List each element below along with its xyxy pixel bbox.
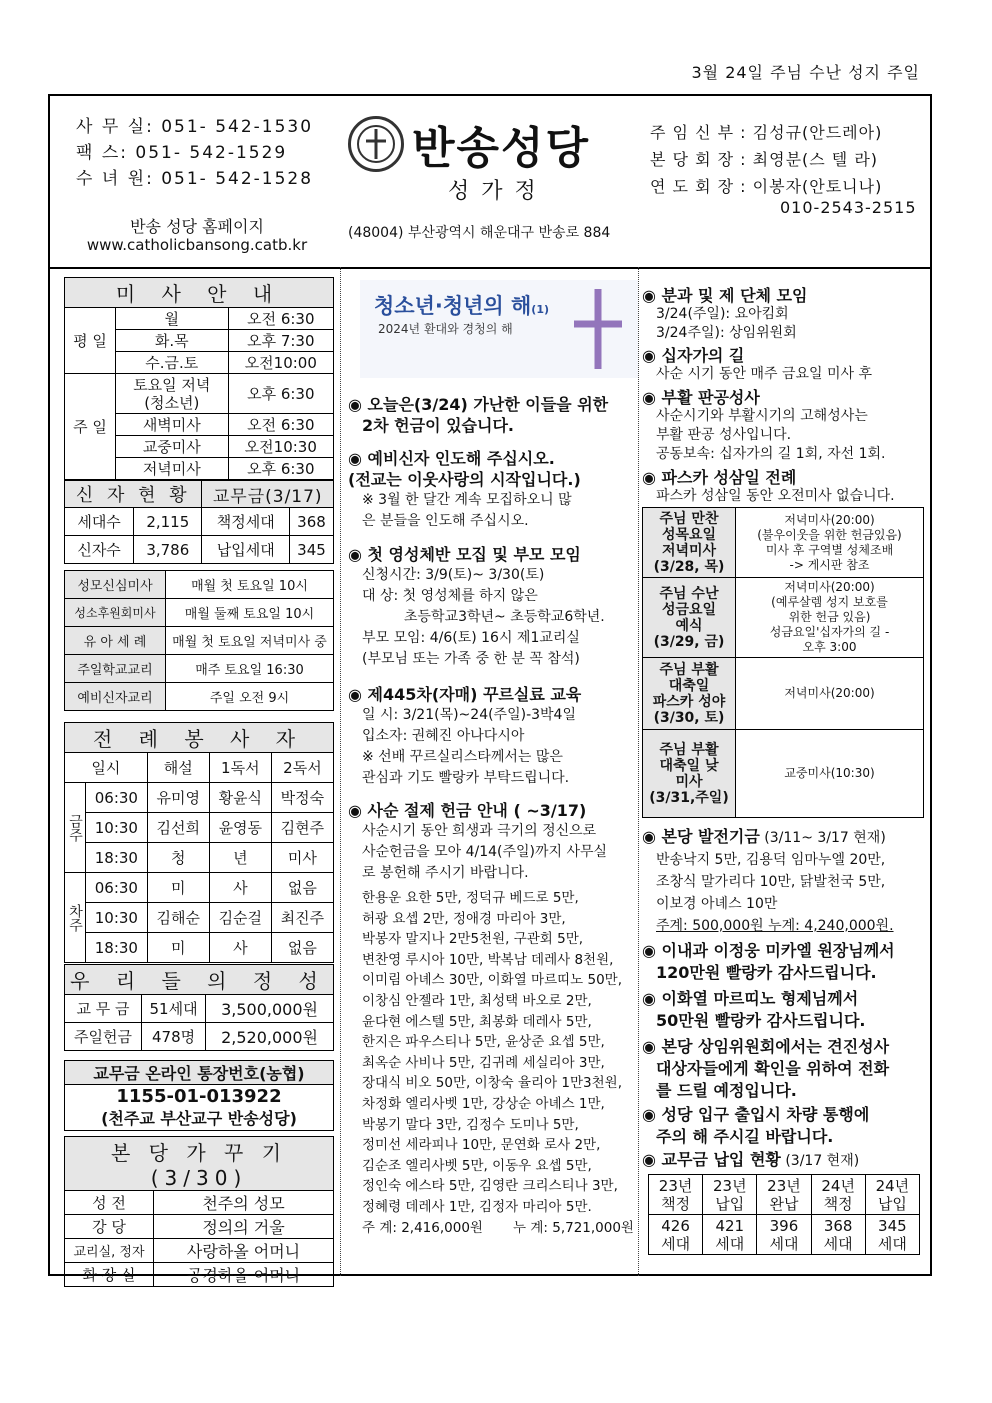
account-holder: (천주교 부산교구 반송성당) <box>101 1108 297 1128</box>
church-emblem-icon <box>348 116 404 172</box>
believers-table: 신 자 현 황 교무금(3/17) 세대수 2,115 책정세대 368 신자수 3,786 납입세대 345 <box>64 480 334 564</box>
notice-parking: ◉ 성당 입구 출입시 차량 통행에 주의 해 주시길 바랍니다. <box>642 1105 870 1146</box>
offering-table: 우 리 들 의 정 성 교 무 금 51세대 3,500,000원 주일헌금 478명 2,520,000원 <box>64 964 334 1051</box>
mass-title: 미 사 안 내 <box>65 278 334 308</box>
youth-year-poster <box>360 280 638 378</box>
notice-stations: ◉ 십자가의 길 사순 시기 동안 매주 금요일 미사 후 <box>642 346 873 382</box>
church-logo <box>348 112 618 212</box>
notice-dev-fund: ◉ 본당 발전기금 (3/11~ 3/17 현재) 반송낙지 5만, 김용덕 임마누엘 20만, 조창식 말가리다 10만, 닭발천국 5만, 이보경 아녜스 10만 주계: 500,000원 누계: 4,240,000원. <box>642 827 894 934</box>
dues-status-table: 23년 책정 23년 납입 23년 완납 24년 책정 24년 납입 426 세대 421 세대 396 세대 368 세대 345 세대 <box>648 1174 920 1255</box>
donor-line: 한용운 요한 5만, 정덕규 베드로 5만, <box>362 890 579 906</box>
homepage-label: 반송 성당 홈페이지 <box>130 217 264 236</box>
donor-list <box>348 888 636 1218</box>
staff-phone: 010-2543-2515 <box>780 198 917 217</box>
contact-fax: 팩 스: 051- 542-1529 <box>76 143 288 163</box>
bulletin-date: 3월 24일 주님 수난 성지 주일 <box>691 63 920 82</box>
church-address: (48004) 부산광역시 해운대구 반송로 884 <box>348 225 611 241</box>
notice-catechumen: ◉ 예비신자 인도해 주십시오. (전교는 이웃사랑의 시작입니다.) ※ 3월 한 달간 계속 모집하오니 많 은 분들을 인도해 주십시오. <box>348 449 581 529</box>
staff-pastor: 주 임 신 부 : 김성규(안드레아) <box>650 123 883 142</box>
donor-line: 장대식 비오 50만, 이창숙 율리아 1만3천원, <box>362 1075 623 1092</box>
donor-line: 정미선 세라피나 10만, 문연화 로사 2만, <box>362 1137 601 1154</box>
column-divider-right <box>638 267 639 1276</box>
donor-line: 정인숙 에스타 5만, 김영란 크리스티나 3만, <box>362 1178 618 1195</box>
notice-confirmation: ◉ 본당 상임위원회에서는 견진성사 대상자들에게 확인을 위하여 전화 를 드릴 예정입니다. <box>642 1037 890 1100</box>
dues-status-heading: ◉ 교무금 납입 현황 (3/17 현재) <box>642 1150 860 1169</box>
donor-line: 김순조 엘리사벳 5만, 이동우 요셉 5만, <box>362 1157 592 1174</box>
notice-lent-offering: ◉ 사순 절제 헌금 안내 ( ~3/17) 사순시기 동안 희생과 극기의 정신으로 사순헌금을 모아 4/14(주일)까지 사무실 로 봉헌해 주시기 바랍니다. 한용운 요한 5만, 정덕규 베드로 5만, 허광 요셉 2만, 정애경 마리아 3만, 박봉자 말지나 2만5천원, 구관회 5만, 변찬영 루시아 10만, 박복남 데레사 8천원, 이미림 아녜스 30만, 이화열 마르띠노 50만, 이창심 안젤라 1만, 최성택 바오로 2만, 윤다현 에스텔 5만, 최봉화 데레사 5만, 한지은 파우스티나 5만, 윤상준 요셉 5만, 최옥순 사비나 5만, 김귀례 세실리아 3만, 장대식 비오 50만, 이창숙 율리아 1만3천원, 차정화 엘리사벳 1만, 강상순 아녜스 1만, 박봉기 말다 3만, 김정수 도미나 5만, 정미선 세라피나 10만, 문연화 로사 2만, 김순조 엘리사벳 5만, 이동우 요셉 5만, 정인숙 에스타 5만, 김영란 크리스티나 3만, 정혜령 데레사 1만, 김정자 마리아 5만. 주 계: 2,416,000원 누 계: 5,721,000원 <box>348 800 636 1239</box>
header-divider <box>48 267 932 269</box>
donor-line: 허광 요셉 2만, 정애경 마리아 3만, <box>362 910 566 927</box>
notice-cursillo: ◉ 제445차(자매) 꾸르실료 교육 일 시: 3/21(목)~24(주일)-3박4일 입소자: 권혜진 아나다시아 ※ 선배 꾸르실리스타께서는 많은 관심과 기도 빨랑카 부탁드립니다. <box>348 685 582 786</box>
next-week-label: 차주 <box>65 873 86 963</box>
sunday-label: 주 일 <box>65 374 116 480</box>
donor-line: 이미림 아녜스 30만, 이화열 마르띠노 50만, <box>362 972 623 989</box>
donor-line: 윤다현 에스텔 5만, 최봉화 데레사 5만, <box>362 1013 592 1030</box>
church-name: 반송성당 <box>412 123 591 174</box>
cross-icon <box>560 284 630 374</box>
staff-president: 본 당 회 장 : 최영분(스 텔 라) <box>650 150 879 169</box>
notice-confession: ◉ 부활 판공성사 사순시기와 부활시기의 고해성사는 부활 판공 성사입니다. 공동보속: 십자가의 길 1회, 자선 1회. <box>642 388 886 462</box>
notice-triduum: ◉ 파스카 성삼일 전례 파스카 성삼일 동안 오전미사 없습니다. <box>642 468 895 504</box>
column-divider-left <box>340 267 341 1276</box>
staff-regional: 연 도 회 장 : 이봉자(안토니나) <box>650 177 883 196</box>
account-table: 교무금 온라인 통장번호(농협) 1155-01-013922 (천주교 부산교구 반송성당) <box>64 1060 334 1131</box>
notice-thanks-1: ◉ 이내과 이정웅 미카엘 원장님께서 120만원 빨랑카 감사드립니다. <box>642 941 895 982</box>
liturgy-servers-table: 전 례 봉 사 자 일시 해설 1독서 2독서 금주 06:30 유미영 황윤식 박정숙 10:30 김선희 윤영동 김현주 18:30 청 년 미사 차주 06:30 미 사 없음 10:30 김해순 김순걸 최진주 18:30 미 사 없음 <box>64 722 334 963</box>
notice-first-communion: ◉ 첫 영성체반 모집 및 부모 모임 신청시간: 3/9(토)~ 3/30(토) 대 상: 첫 영성체를 하지 않은 초등학교3학년~ 초등학교6학년. 부모 모임: 4/6(토) 16시 제1교리실 (부모님 또는 가족 중 한 분 꼭 참석) <box>348 545 605 667</box>
donor-line: 정혜령 데레사 1만, 김정자 마리아 5만. <box>362 1198 592 1215</box>
lent-totals: 주 계: 2,416,000원 누 계: 5,721,000원 <box>362 1219 634 1236</box>
poster-title: 청소년·청년의 해(1) <box>374 294 550 318</box>
notice-groups: ◉ 분과 및 제 단체 모임 3/24(주일): 요아킴회 3/24주일): 상임위원회 <box>642 286 808 341</box>
donor-line: 차정화 엘리사벳 1만, 강상순 아녜스 1만, <box>362 1095 605 1112</box>
poster-subtitle: 2024년 환대와 경청의 해 <box>378 322 513 336</box>
account-number: 1155-01-013922 <box>116 1085 282 1107</box>
homepage-url[interactable]: www.catholicbansong.catb.kr <box>86 236 308 254</box>
donor-line: 변찬영 루시아 10만, 박복남 데레사 8천원, <box>362 951 614 968</box>
donor-line: 박봉기 말다 3만, 김정수 도미나 5만, <box>362 1116 579 1133</box>
schedule-table: 성모신심미사 매월 첫 토요일 10시 성소후원회미사 매월 둘째 토요일 10시 유 아 세 례 매월 첫 토요일 저녁미사 중 주일학교교리 매주 토요일 16:30 예비신자교리 주일 오전 9시 <box>64 570 334 711</box>
contact-convent: 수 녀 원: 051- 542-1528 <box>76 169 314 189</box>
cleaning-table: 본 당 가 꾸 기 (3/30) 성 전 천주의 성모 강 당 정의의 거울 교리실, 정자 사랑하올 어머니 화 장 실 공경하올 어머니 <box>64 1136 334 1287</box>
contact-office: 사 무 실: 051- 542-1530 <box>76 117 314 137</box>
triduum-table: 주님 만찬 성목요일 저녁미사 (3/28, 목) 저녁미사(20:00) (불우이웃을 위한 헌금있음) 미사 후 구역별 성체조배 -> 게시판 참조 주님 수난 성금요일 예식 (3/29, 금) 저녁미사(20:00) (예루살렘 성지 보호를 위한 헌금 있음) 성금요일'십자가의 길 - 오후 3:00 주님 부활 대축일 파스카 성야 (3/30, 토) 저녁미사(20:00) 주님 부활 대축일 낮 미사 (3/31,주일) 교중미사(10:30) <box>642 507 924 818</box>
donor-line: 최옥순 사비나 5만, 김귀례 세실리아 3만, <box>362 1054 605 1071</box>
this-week-label: 금주 <box>65 783 86 873</box>
donor-line: 이창심 안젤라 1만, 최성택 바오로 2만, <box>362 992 592 1009</box>
notice-second-collection: ◉ 오늘은(3/24) 가난한 이들을 위한 2차 헌금이 있습니다. <box>348 395 609 435</box>
mass-schedule-table: 미 사 안 내 평 일 월 오전 6:30 화.목 오후 7:30 수.금.토 오전10:00 주 일 토요일 저녁 (청소년) 오후 6:30 새벽미사 오전 6:30 교중미사 오전10:30 저녁미사 오후 6:30 <box>64 277 334 480</box>
donor-line: 한지은 파우스티나 5만, 윤상준 요셉 5만, <box>362 1034 605 1051</box>
donor-line: 박봉자 말지나 2만5천원, 구관회 5만, <box>362 931 584 948</box>
weekday-label: 평 일 <box>65 308 116 374</box>
notice-thanks-2: ◉ 이화열 마르띠노 형제님께서 50만원 빨랑카 감사드립니다. <box>642 989 866 1030</box>
church-subtitle: 성가정 <box>448 179 548 204</box>
